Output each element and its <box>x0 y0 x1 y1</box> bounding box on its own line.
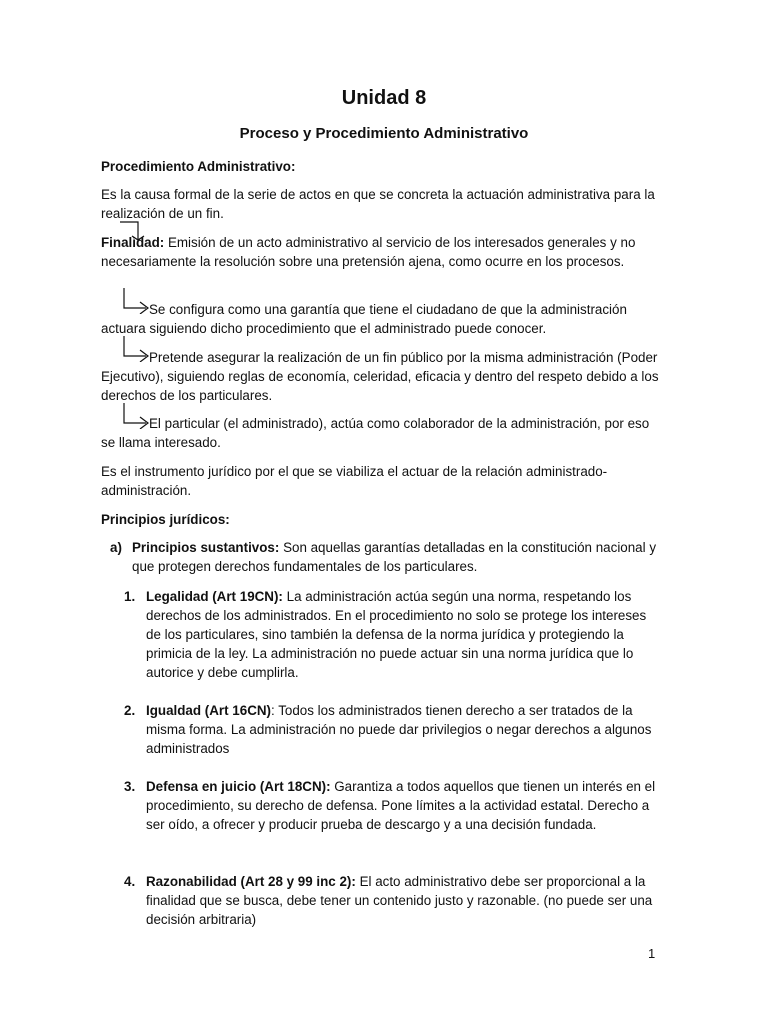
item-a-label: Principios sustantivos: <box>132 540 280 555</box>
page-number: 1 <box>648 946 656 961</box>
numbered-item-label: Igualdad (Art 16CN) <box>146 703 271 718</box>
numbered-item-text: La administración actúa según una norma, respetando los derechos de los administrados. En el procedimiento no solo se protege los intereses de los particulares, sino también la defensa de la norma jurídica y protegiendo la primicia de la ley. La administración no puede actuar sin una norma jurídica que lo autorice y debe cumplirla. <box>146 589 647 680</box>
numbered-item-label: Defensa en juicio (Art 18CN): <box>146 779 331 794</box>
arrow-item: El particular (el administrado), actúa como colaborador de la administración, por eso se llama interesado. <box>101 416 650 450</box>
numbered-item-label: Razonabilidad (Art 28 y 99 inc 2): <box>146 874 356 889</box>
section-heading-procedimiento: Procedimiento Administrativo: <box>101 159 296 174</box>
list-marker: 3. <box>124 779 136 794</box>
list-marker: 2. <box>124 703 136 718</box>
numbered-item <box>124 777 660 834</box>
item-a-text: Son aquellas garantías detalladas en la constitución nacional y que protegen derechos fundamentales de los particulares. <box>132 540 657 574</box>
finalidad-label: Finalidad: <box>101 235 165 250</box>
list-item-a <box>110 538 662 576</box>
paragraph-finalidad <box>101 233 661 271</box>
finalidad-text: Emisión de un acto administrativo al servicio de los interesados generales y no necesariamente la resolución sobre una pretensión ajena, como ocurre en los procesos. <box>101 235 636 269</box>
paragraph-definition: Es la causa formal de la serie de actos en que se concreta la actuación administrativa para la realización de un fin. <box>101 187 655 221</box>
list-marker: 4. <box>124 874 136 889</box>
numbered-item-text: Garantiza a todos aquellos que tienen un interés en el procedimiento, su derecho de defensa. Pone límites a la actividad estatal. Derecho a ser oído, a ofrecer y producir prueba de descargo y a una decisión fundada. <box>146 779 656 832</box>
arrow-item: Se configura como una garantía que tiene el ciudadano de que la administración actuara siguiendo dicho procedimiento que el administrado puede conocer. <box>101 302 627 336</box>
numbered-item <box>124 587 660 682</box>
numbered-item <box>124 872 660 929</box>
list-marker: a) <box>110 540 122 555</box>
numbered-item-label: Legalidad (Art 19CN): <box>146 589 283 604</box>
page-subtitle: Proceso y Procedimiento Administrativo <box>239 125 529 142</box>
paragraph-instrumento: Es el instrumento jurídico por el que se viabiliza el actuar de la relación administrado-administración. <box>101 464 608 498</box>
page-title: Unidad 8 <box>341 87 427 109</box>
numbered-item <box>124 701 660 758</box>
numbered-item-text: : Todos los administrados tienen derecho a ser tratados de la misma forma. La administración no puede dar privilegios o negar derechos a algunos administrados <box>146 703 652 756</box>
numbered-item-text: El acto administrativo debe ser proporcional a la finalidad que se busca, debe tener un contenido justo y razonable. (no puede ser una decisión arbitraria) <box>146 874 653 927</box>
section-heading-principios: Principios jurídicos: <box>101 512 230 527</box>
arrow-item: Pretende asegurar la realización de un fin público por la misma administración (Poder Ejecutivo), siguiendo reglas de economía, celeridad, eficacia y dentro del respeto debido a los derechos de los particulares. <box>101 350 659 403</box>
list-marker: 1. <box>124 589 136 604</box>
